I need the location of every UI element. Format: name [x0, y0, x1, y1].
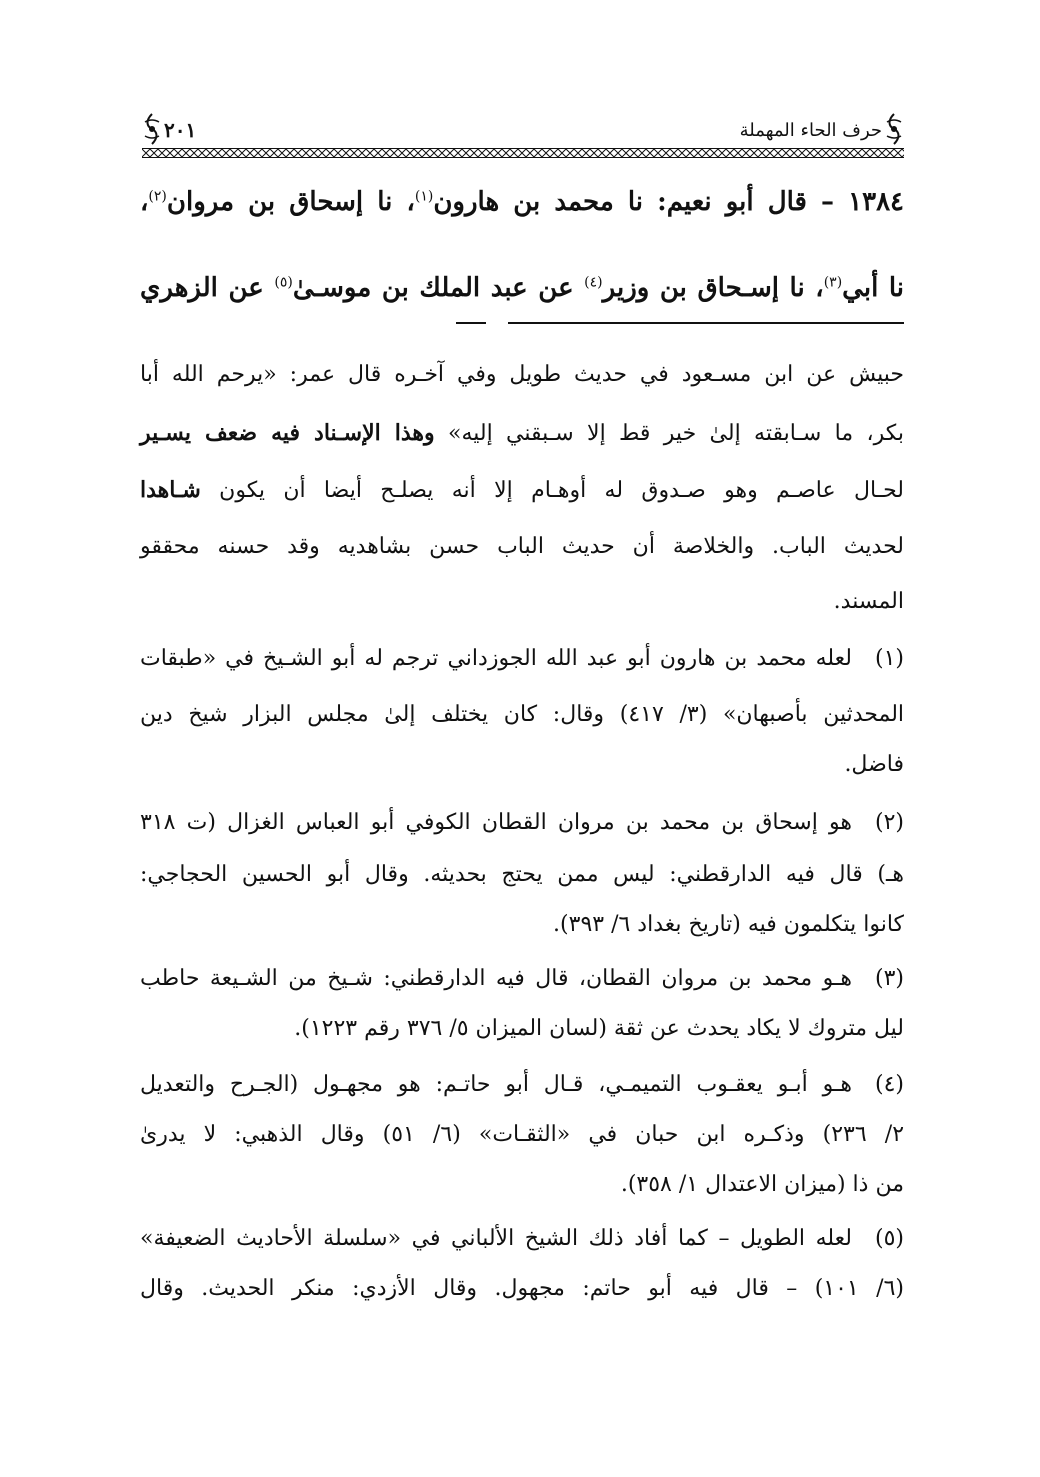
- footnote-text: كانوا يتكلمون فيه (تاريخ بغداد ٦/ ٣٩٣).: [553, 912, 904, 937]
- footnote-ref: (٤): [584, 274, 603, 291]
- footnote-continuation-line: بكر، ما سـابقته إلىٰ خير قط إلا سـبقني إليه» وهذا الإسـناد فيه ضعف يسـير: [140, 420, 904, 446]
- hadith-line: ١٣٨٤ – قال أبو نعيم: نا محمد بن هارون$^{(١)}$، نا إسحاق بن مروان$^{(٢)}$،: [140, 187, 904, 217]
- footnote-text: المحدثين بأصبهان» (٣/ ٤١٧) وقال: كان يختلف إلىٰ مجلس البزار شيخ دين: [140, 702, 905, 727]
- footnote-continuation-line: المسند.: [833, 589, 904, 614]
- footnote-text: هو إسحاق بن محمد بن مروان القطان الكوفي أبو العباس الغزال (ت ٣١٨: [140, 810, 852, 835]
- footnote-4: [140, 1068, 904, 1104]
- footnote-text: من ذا (ميزان الاعتدال ١/ ٣٥٨).: [620, 1172, 904, 1197]
- page-number: ٢٠١: [164, 118, 197, 142]
- page-header: [142, 108, 904, 160]
- footnote-3: [140, 962, 904, 998]
- ornament-icon: [884, 112, 904, 146]
- footnote-text: هـ) قال فيه الدارقطني: ليس ممن يحتج بحديثه. وقال أبو الحسين الحجاجي:: [140, 862, 904, 887]
- footnote-continuation-line: لحـال عاصـم وهو صـدوق له أوهـام إلا أنه يصلـح أيضا أن يكون شـاهدا: [140, 477, 904, 503]
- footnote-text: هـو أبـو يعقـوب التميمـي، قـال أبو حاتـم: هو مجهـول (الجـرح والتعديل: [140, 1072, 852, 1097]
- hadith-line: نا أبي$^{(٣)}$، نا إسـحاق بن وزير$^{(٤)}$ عن عبد الملك بن موسـىٰ$^{(٥)}$ عن الزهري: [140, 273, 905, 303]
- footnote-ref: (٣): [823, 274, 843, 291]
- footnote-separator: [508, 322, 904, 324]
- footnote-number: (١): [874, 646, 904, 671]
- footnote-1: [140, 642, 904, 678]
- footnote-continuation-line: حبيش عن ابن مسـعود في حديث طويل وفي آخـره قال عمر: «يرحم الله أبا: [140, 362, 904, 387]
- footnote-ref: (٢): [148, 188, 167, 205]
- footnote-5: [140, 1222, 904, 1258]
- footnote-text: هـو محمد بن مروان القطان، قال فيه الدارقطني: شـيخ من الشـيعة حاطب: [140, 966, 852, 991]
- footnote-text: فاضل.: [844, 752, 904, 777]
- footnote-1-cont: [140, 698, 904, 734]
- footnote-text: ٢/ ٢٣٦) وذكـره ابن حبان في «الثقـات» (٦/ ٥١) وقال الذهبي: لا يدرىٰ: [140, 1122, 905, 1147]
- chapter-title: حرف الحاء المهملة: [739, 120, 882, 141]
- ornament-icon: [142, 112, 162, 146]
- footnote-ref: (١): [414, 188, 434, 205]
- footnote-separator: [456, 322, 486, 324]
- footnote-2: [140, 806, 904, 842]
- footnote-number: (٤): [874, 1072, 904, 1097]
- footnote-ref: (٥): [274, 274, 293, 291]
- footnote-text: (٦/ ١٠١) – قال فيه أبو حاتم: مجهول. وقال الأزدي: منكر الحديث. وقال: [140, 1276, 905, 1301]
- footnote-number: (٥): [874, 1226, 904, 1251]
- footnote-text: لعله محمد بن هارون أبو عبد الله الجوزداني ترجم له أبو الشـيخ في «طبقات: [140, 646, 852, 671]
- footnote-continuation-line: لحديث الباب. والخلاصة أن حديث الباب حسن بشاهديه وقد حسنه محققو: [140, 534, 904, 559]
- footnote-text: ليل متروك لا يكاد يحدث عن ثقة (لسان الميزان ٥/ ٣٧٦ رقم ١٢٢٣).: [294, 1016, 904, 1041]
- footnote-number: (٣): [874, 966, 904, 991]
- header-rule: [142, 148, 904, 158]
- footnote-text: لعله الطويل – كما أفاد ذلك الشيخ الألباني في «سلسلة الأحاديث الضعيفة»: [140, 1226, 852, 1251]
- footnote-number: (٢): [874, 810, 904, 835]
